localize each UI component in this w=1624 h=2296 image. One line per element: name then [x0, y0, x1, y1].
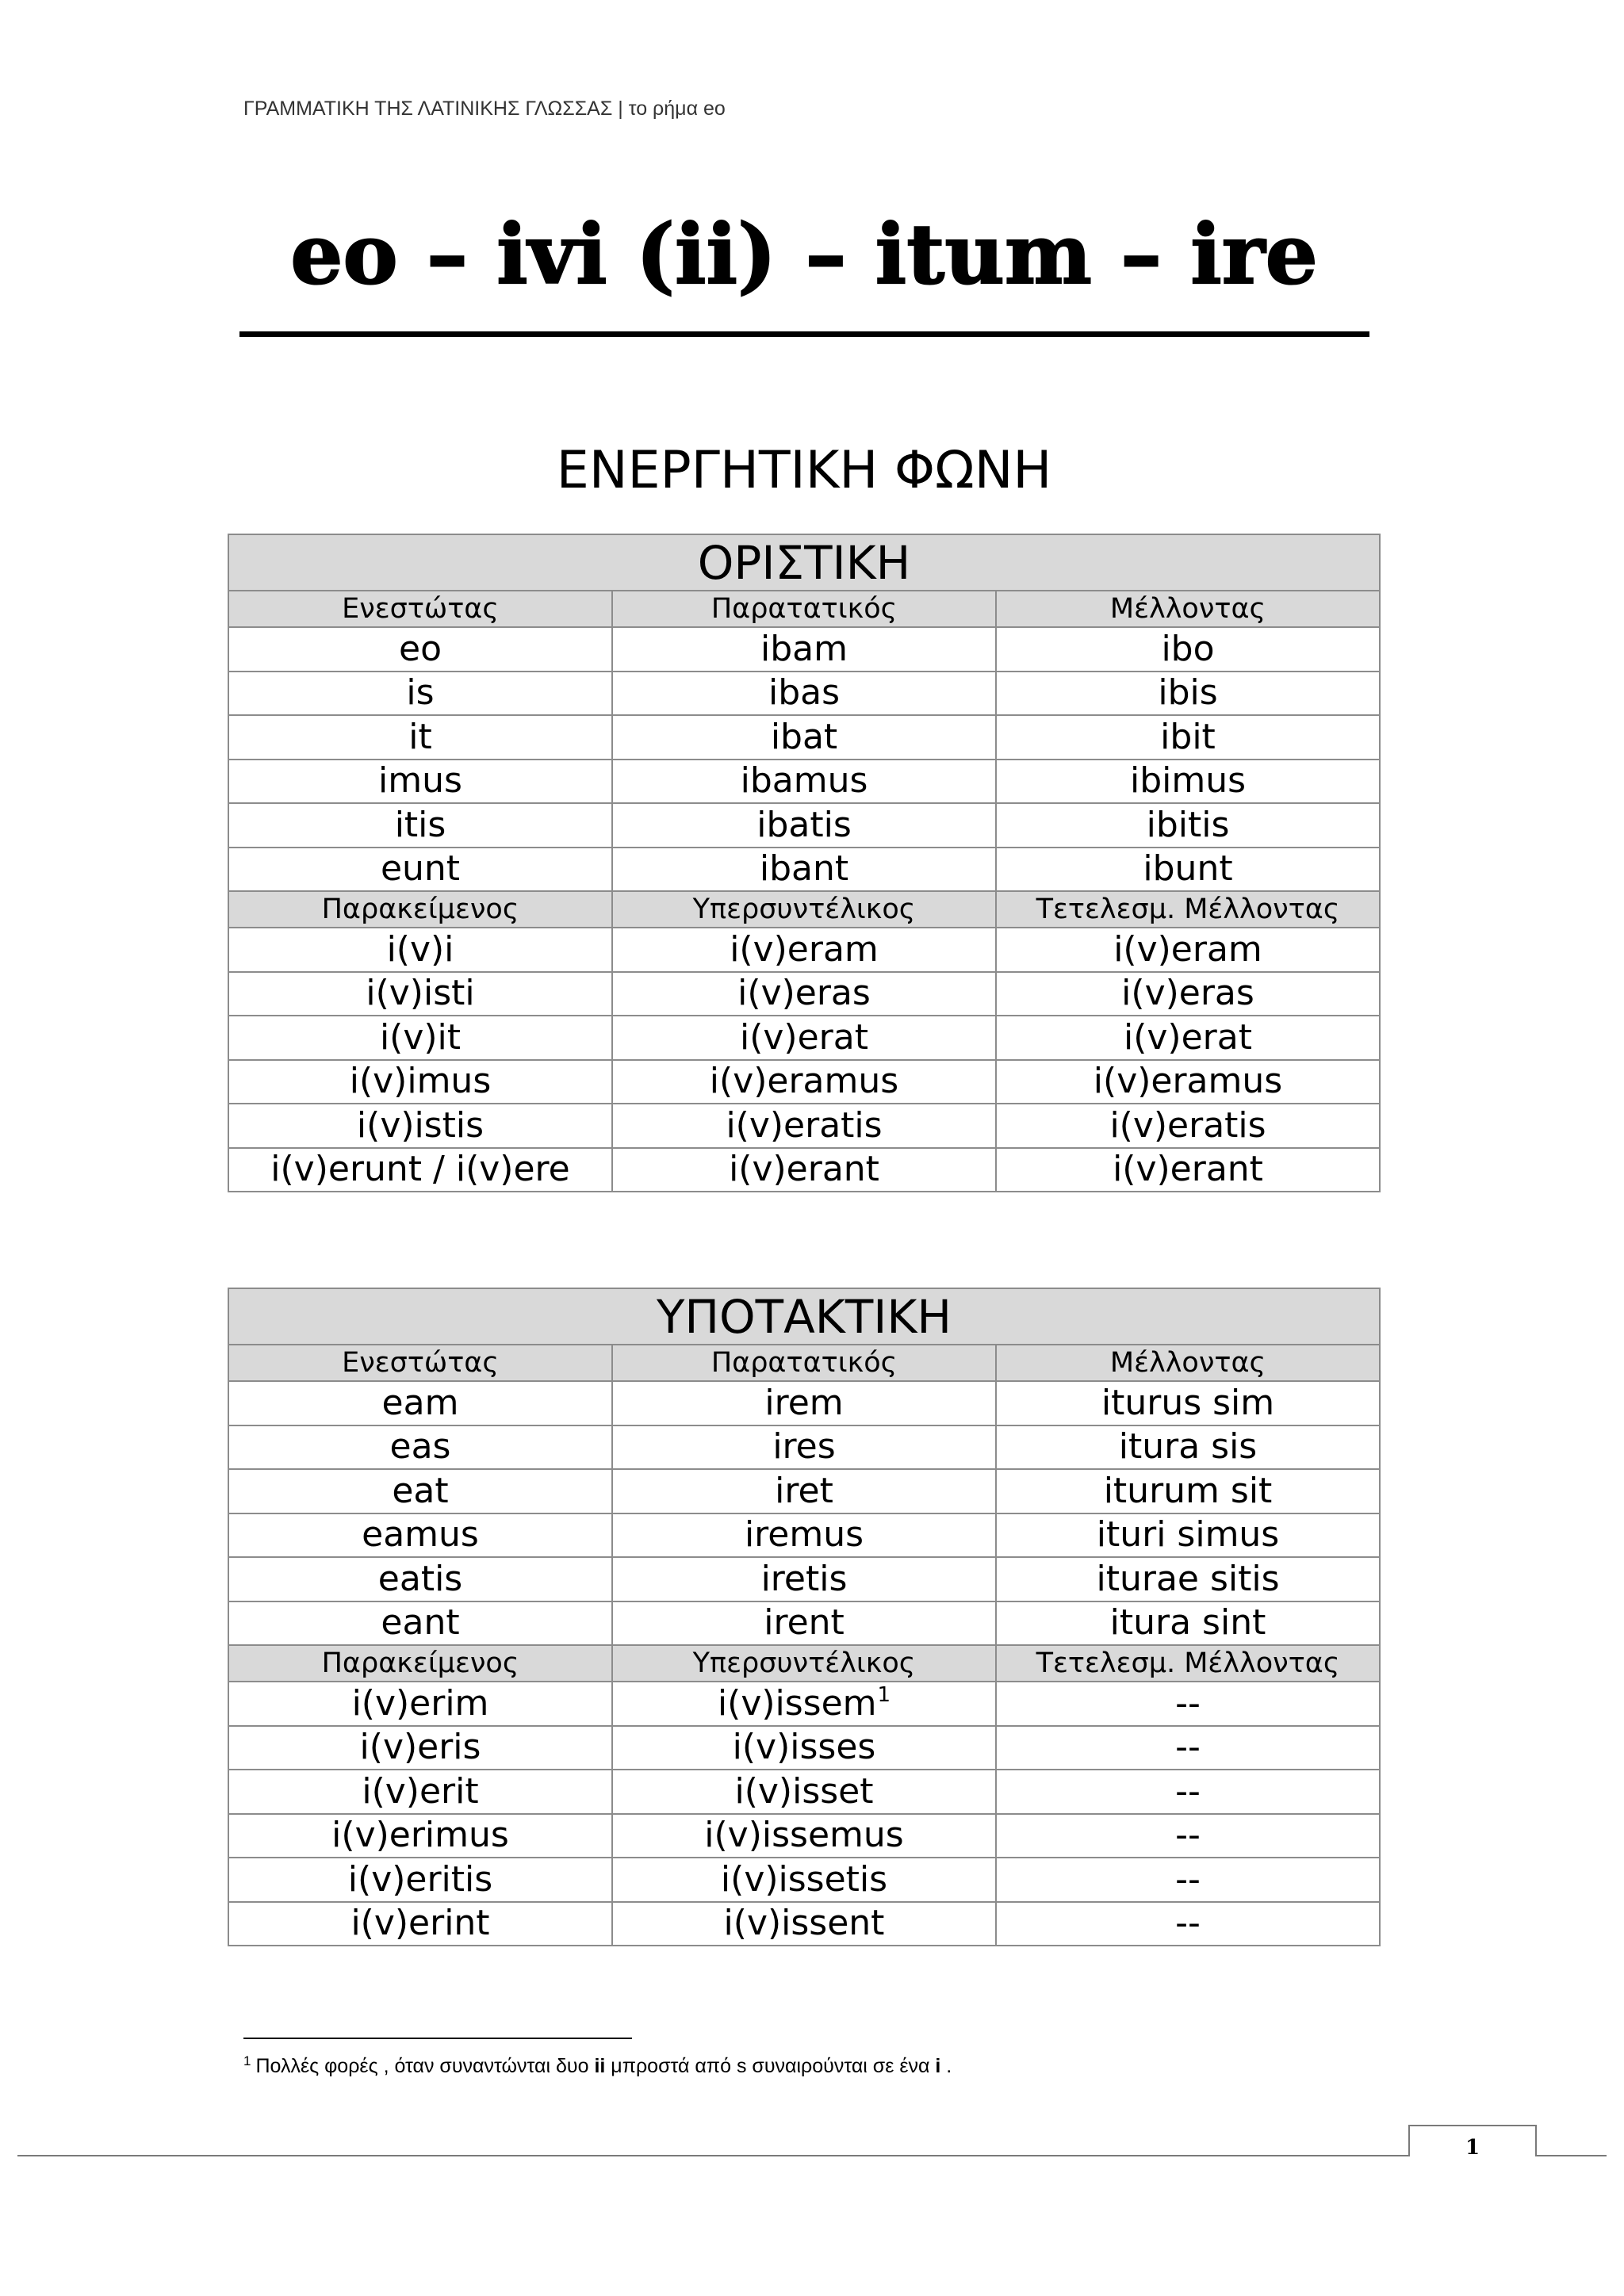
footnote-text: .: [940, 2055, 952, 2077]
conjugation-cell: i(v)eram: [612, 928, 996, 972]
indicative-table-body: [228, 534, 1380, 1192]
tense-header-cell: Υπερσυντέλικος: [612, 1645, 996, 1682]
conjugation-cell: irem: [612, 1381, 996, 1425]
conjugation-cell: i(v)erat: [612, 1016, 996, 1060]
page-number: 1: [1465, 2136, 1480, 2160]
conjugation-row: [228, 1148, 1380, 1192]
conjugation-cell: i(v)erimus: [228, 1814, 612, 1858]
footnote-reference: 1: [877, 1682, 891, 1707]
conjugation-cell: ibis: [996, 672, 1380, 716]
conjugation-cell: --: [996, 1770, 1380, 1814]
conjugation-cell: i(v)erat: [996, 1016, 1380, 1060]
conjugation-cell: iturus sim: [996, 1381, 1380, 1425]
conjugation-row: [228, 1425, 1380, 1470]
tense-header-cell: Υπερσυντέλικος: [612, 891, 996, 928]
conjugation-cell: eamus: [228, 1513, 612, 1558]
conjugation-row: [228, 1726, 1380, 1770]
conjugation-cell: ibatis: [612, 803, 996, 848]
conjugation-cell: i(v)issent: [612, 1902, 996, 1946]
tense-header-row: [228, 1345, 1380, 1381]
mood-title-row: [228, 1288, 1380, 1345]
conjugation-cell: it: [228, 715, 612, 760]
conjugation-row: [228, 715, 1380, 760]
conjugation-cell: iret: [612, 1469, 996, 1513]
tense-header-cell: Παρακείμενος: [228, 891, 612, 928]
tense-header-cell: Ενεστώτας: [228, 1345, 612, 1381]
conjugation-cell: i(v)eritis: [228, 1858, 612, 1902]
conjugation-cell: ibat: [612, 715, 996, 760]
running-header: ΓΡΑΜΜΑΤΙΚΗ ΤΗΣ ΛΑΤΙΝΙΚΗΣ ΓΛΩΣΣΑΣ | το ρήμα eo: [243, 98, 726, 120]
conjugation-row: [228, 972, 1380, 1016]
tense-header-cell: Μέλλοντας: [996, 591, 1380, 627]
conjugation-cell: --: [996, 1858, 1380, 1902]
mood-title: ΥΠΟΤΑΚΤΙΚΗ: [228, 1288, 1380, 1345]
conjugation-cell: iretis: [612, 1557, 996, 1601]
conjugation-cell: irent: [612, 1601, 996, 1646]
conjugation-cell: i(v)eris: [228, 1726, 612, 1770]
tense-header-cell: Παρακείμενος: [228, 1645, 612, 1682]
conjugation-cell: ibunt: [996, 848, 1380, 892]
conjugation-row: [228, 1381, 1380, 1425]
conjugation-cell: i(v)i: [228, 928, 612, 972]
conjugation-cell: i(v)eras: [996, 972, 1380, 1016]
conjugation-cell: ibimus: [996, 760, 1380, 804]
conjugation-form: i(v)issem: [717, 1682, 877, 1724]
conjugation-row: [228, 1016, 1380, 1060]
footnote-emphasis: i: [935, 2055, 941, 2077]
conjugation-cell: iremus: [612, 1513, 996, 1558]
conjugation-cell: i(v)issemus: [612, 1814, 996, 1858]
conjugation-cell: i(v)erant: [996, 1148, 1380, 1192]
conjugation-cell: i(v)eramus: [612, 1060, 996, 1104]
conjugation-cell: i(v)isset: [612, 1770, 996, 1814]
conjugation-cell: i(v)erunt / i(v)ere: [228, 1148, 612, 1192]
conjugation-cell: i(v)erint: [228, 1902, 612, 1946]
conjugation-cell: --: [996, 1726, 1380, 1770]
conjugation-cell: i(v)eratis: [996, 1104, 1380, 1148]
tense-header-row: [228, 1645, 1380, 1682]
conjugation-cell: i(v)eram: [996, 928, 1380, 972]
conjugation-cell: i(v)erim: [228, 1682, 612, 1726]
page-number-tab: [1408, 2125, 1537, 2160]
tense-header-row: [228, 591, 1380, 627]
conjugation-cell: i(v)issetis: [612, 1858, 996, 1902]
conjugation-cell: itura sint: [996, 1601, 1380, 1646]
conjugation-cell: i(v)imus: [228, 1060, 612, 1104]
conjugation-cell: iturae sitis: [996, 1557, 1380, 1601]
tense-header-cell: Ενεστώτας: [228, 591, 612, 627]
conjugation-row: [228, 1104, 1380, 1148]
conjugation-cell: eo: [228, 627, 612, 672]
mood-title: ΟΡΙΣΤΙΚΗ: [228, 534, 1380, 591]
title-underline: [239, 331, 1369, 337]
conjugation-row: [228, 1557, 1380, 1601]
conjugation-cell: ituri simus: [996, 1513, 1380, 1558]
indicative-table: [228, 534, 1381, 1192]
conjugation-cell: ibas: [612, 672, 996, 716]
conjugation-cell: i(v)eras: [612, 972, 996, 1016]
conjugation-row: [228, 1513, 1380, 1558]
footnote-emphasis: ii: [594, 2055, 606, 2077]
conjugation-cell: itis: [228, 803, 612, 848]
tense-header-cell: Παρατατικός: [612, 1345, 996, 1381]
footnote-text: Πολλές φορές , όταν συναντώνται δυο: [255, 2055, 595, 2077]
conjugation-cell: iturum sit: [996, 1469, 1380, 1513]
conjugation-row: [228, 1469, 1380, 1513]
conjugation-cell: is: [228, 672, 612, 716]
conjugation-cell: eat: [228, 1469, 612, 1513]
conjugation-row: [228, 627, 1380, 672]
conjugation-row: [228, 672, 1380, 716]
conjugation-cell: ibo: [996, 627, 1380, 672]
conjugation-row: [228, 1060, 1380, 1104]
conjugation-row: [228, 848, 1380, 892]
conjugation-row: [228, 1858, 1380, 1902]
conjugation-cell: i(v)erit: [228, 1770, 612, 1814]
tense-header-cell: Τετελεσμ. Μέλλοντας: [996, 891, 1380, 928]
conjugation-row: [228, 1601, 1380, 1646]
tense-header-row: [228, 891, 1380, 928]
conjugation-cell: i(v)it: [228, 1016, 612, 1060]
conjugation-row: [228, 760, 1380, 804]
conjugation-row: [228, 1682, 1380, 1726]
conjugation-cell: eatis: [228, 1557, 612, 1601]
conjugation-row: [228, 928, 1380, 972]
conjugation-cell: eunt: [228, 848, 612, 892]
conjugation-cell: eant: [228, 1601, 612, 1646]
conjugation-cell: ibam: [612, 627, 996, 672]
conjugation-cell: i(v)eramus: [996, 1060, 1380, 1104]
page-title: eo – ivi (ii) – itum – ire: [290, 205, 1318, 303]
conjugation-cell: i(v)isti: [228, 972, 612, 1016]
conjugation-cell: i(v)eratis: [612, 1104, 996, 1148]
conjugation-cell: itura sis: [996, 1425, 1380, 1470]
conjugation-cell: i(v)istis: [228, 1104, 612, 1148]
footnote-separator: [243, 2038, 632, 2039]
voice-heading: ΕΝΕΡΓΗΤΙΚΗ ΦΩΝΗ: [556, 441, 1052, 500]
conjugation-cell: ibitis: [996, 803, 1380, 848]
tense-header-cell: Παρατατικός: [612, 591, 996, 627]
subjunctive-table: [228, 1288, 1381, 1946]
conjugation-row: [228, 803, 1380, 848]
conjugation-row: [228, 1814, 1380, 1858]
conjugation-cell: eas: [228, 1425, 612, 1470]
conjugation-row: [228, 1770, 1380, 1814]
footnote-text: μπροστά από s συναιρούνται σε ένα: [605, 2055, 936, 2077]
conjugation-cell: --: [996, 1902, 1380, 1946]
footnote: [243, 2054, 952, 2080]
conjugation-cell: i(v)isses: [612, 1726, 996, 1770]
conjugation-cell: --: [996, 1682, 1380, 1726]
conjugation-cell: imus: [228, 760, 612, 804]
tense-header-cell: Τετελεσμ. Μέλλοντας: [996, 1645, 1380, 1682]
conjugation-cell: ires: [612, 1425, 996, 1470]
mood-title-row: [228, 534, 1380, 591]
conjugation-cell: [612, 1682, 996, 1726]
conjugation-cell: ibit: [996, 715, 1380, 760]
conjugation-cell: eam: [228, 1381, 612, 1425]
tense-header-cell: Μέλλοντας: [996, 1345, 1380, 1381]
conjugation-row: [228, 1902, 1380, 1946]
conjugation-cell: ibamus: [612, 760, 996, 804]
footnote-marker: 1: [243, 2053, 251, 2068]
conjugation-cell: i(v)erant: [612, 1148, 996, 1192]
conjugation-cell: ibant: [612, 848, 996, 892]
subjunctive-table-body: [228, 1288, 1380, 1946]
footer-rule: [17, 2155, 1607, 2156]
conjugation-cell: --: [996, 1814, 1380, 1858]
